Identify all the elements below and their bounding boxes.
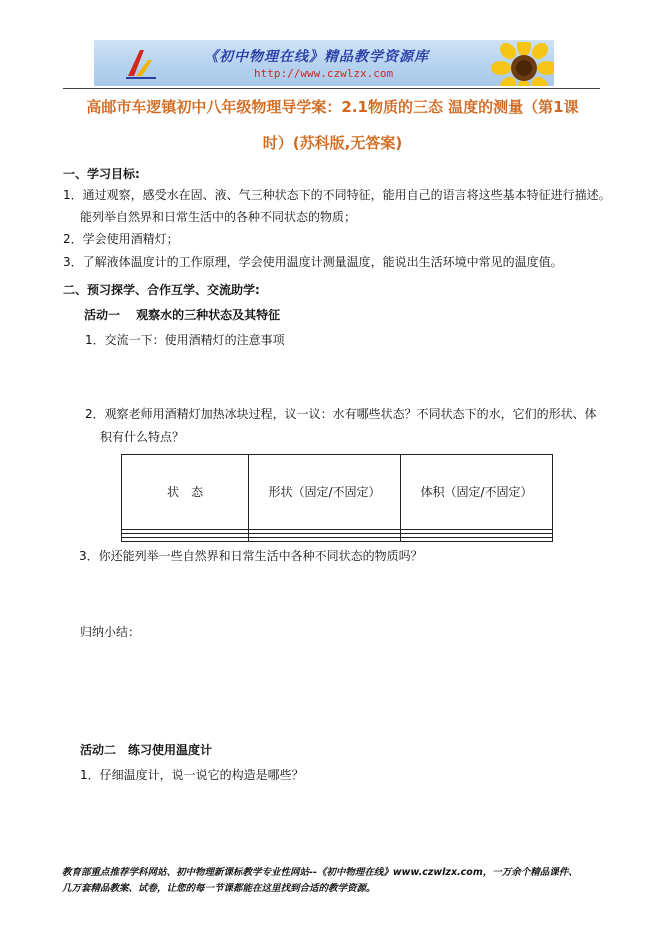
table-cell [249, 537, 401, 541]
activity1-q2-line2: 积有什么特点？ [100, 430, 185, 444]
objective-3: 3．了解液体温度计的工作原理，学会使用温度计测量温度，能说出生活环境中常见的温度值。 [63, 255, 563, 269]
table-header-state: 状 态 [122, 455, 249, 530]
activity1-summary: 归纳小结： [80, 625, 141, 639]
objective-1-cont: 能列举自然界和日常生活中的各种不同状态的物质； [80, 210, 357, 224]
table-cell [401, 537, 553, 541]
activity2-title: 活动二 练习使用温度计 [80, 743, 213, 757]
states-table [121, 454, 553, 542]
header-banner [94, 40, 554, 86]
document-title-line1: 高邮市车逻镇初中八年级物理导学案：2.1物质的三态 温度的测量（第1课 [86, 98, 579, 116]
table-cell [122, 537, 249, 541]
footer-line1: 教育部重点推荐学科网站、初中物理新课标教学专业性网站--《初中物理在线》www.czwlzx.com，一万余个精品课件、 [62, 867, 578, 878]
table-header-volume: 体积（固定/不固定） [401, 455, 553, 530]
logo-icon [124, 46, 158, 80]
header-rule [63, 88, 600, 89]
document-title-line2: 时）(苏科版,无答案) [262, 134, 403, 152]
sunflower-icon [489, 42, 554, 86]
table-row [122, 537, 553, 541]
table-header-row [122, 455, 553, 530]
objective-2: 2．学会使用酒精灯； [63, 232, 179, 246]
activity1-q2-line1: 2．观察老师用酒精灯加热冰块过程，议一议：水有哪些状态？不同状态下的水，它们的形状、体 [85, 407, 597, 421]
section1-heading: 一、学习目标: [63, 167, 140, 181]
section2-heading: 二、预习探学、合作互学、交流助学: [63, 283, 260, 297]
banner-url[interactable]: http://www.czwlzx.com [254, 67, 394, 80]
objective-1: 1．通过观察，感受水在固、液、气三种状态下的不同特征，能用自己的语言将这些基本特征进行描述。 [63, 188, 611, 202]
activity2-q1: 1．仔细温度计，说一说它的构造是哪些？ [80, 768, 304, 782]
activity1-title: 活动一 观察水的三种状态及其特征 [84, 308, 281, 322]
activity1-q3: 3．你还能列举一些自然界和日常生活中各种不同状态的物质吗？ [79, 549, 423, 563]
activity1-q1: 1．交流一下：使用酒精灯的注意事项 [85, 333, 285, 347]
banner-title: 《初中物理在线》精品教学资源库 [204, 49, 429, 65]
footer-line2: 几万套精品教案、试卷，让您的每一节课都能在这里找到合适的教学资源。 [62, 883, 376, 894]
table-header-shape: 形状（固定/不固定） [249, 455, 401, 530]
